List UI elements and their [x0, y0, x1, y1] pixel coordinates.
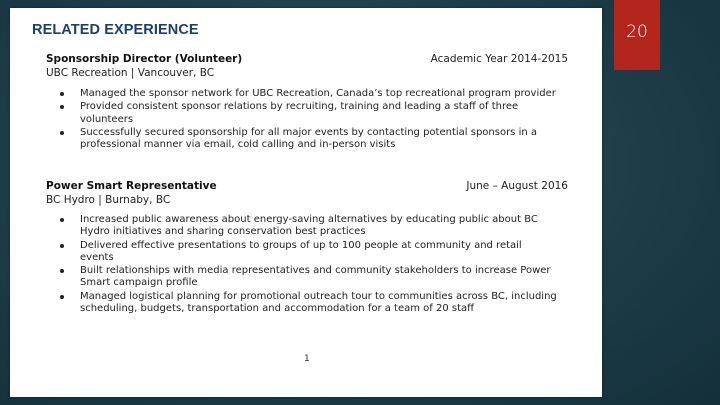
bullet-dot-icon — [60, 269, 64, 273]
bullet-item: Increased public awareness about energy-saving alternatives by educating public about BC Hydro initiatives and sharing conservation best practices — [58, 214, 558, 239]
slide-number-badge — [614, 0, 660, 70]
resume-page — [10, 8, 602, 397]
bullet-dot-icon — [60, 218, 64, 222]
bullet-dot-icon — [60, 105, 64, 109]
bullet-item: Successfully secured sponsorship for all major events by contacting potential sponsors in a professional manner via email, cold calling and in-person visits — [58, 127, 558, 152]
slide-number: 20 — [626, 22, 648, 42]
bullet-item: Built relationships with media representatives and community stakeholders to increase Power Smart campaign profile — [58, 265, 558, 290]
job-date: June – August 2016 — [466, 180, 568, 192]
job-organization: UBC Recreation | Vancouver, BC — [46, 67, 215, 79]
bullet-dot-icon — [60, 244, 64, 248]
bullet-item: Managed the sponsor network for UBC Recreation, Canada’s top recreational program provider — [58, 88, 558, 100]
bullet-dot-icon — [60, 295, 64, 299]
section-heading: RELATED EXPERIENCE — [32, 22, 199, 38]
job-title: Power Smart Representative — [46, 180, 217, 192]
bullet-dot-icon — [60, 92, 64, 96]
job-date: Academic Year 2014-2015 — [430, 53, 568, 65]
job-organization: BC Hydro | Burnaby, BC — [46, 194, 171, 206]
bullet-item: Provided consistent sponsor relations by recruiting, training and leading a staff of three volunteers — [58, 101, 558, 126]
bullet-item: Delivered effective presentations to groups of up to 100 people at community and retail events — [58, 240, 558, 265]
job-bullet-list — [58, 214, 558, 316]
job-bullet-list — [58, 88, 558, 152]
bullet-item: Managed logistical planning for promotional outreach tour to communities across BC, including scheduling, budgets, transportation and accommodation for a team of 20 staff — [58, 291, 558, 316]
page-number: 1 — [304, 354, 310, 364]
job-title: Sponsorship Director (Volunteer) — [46, 53, 243, 65]
bullet-dot-icon — [60, 131, 64, 135]
